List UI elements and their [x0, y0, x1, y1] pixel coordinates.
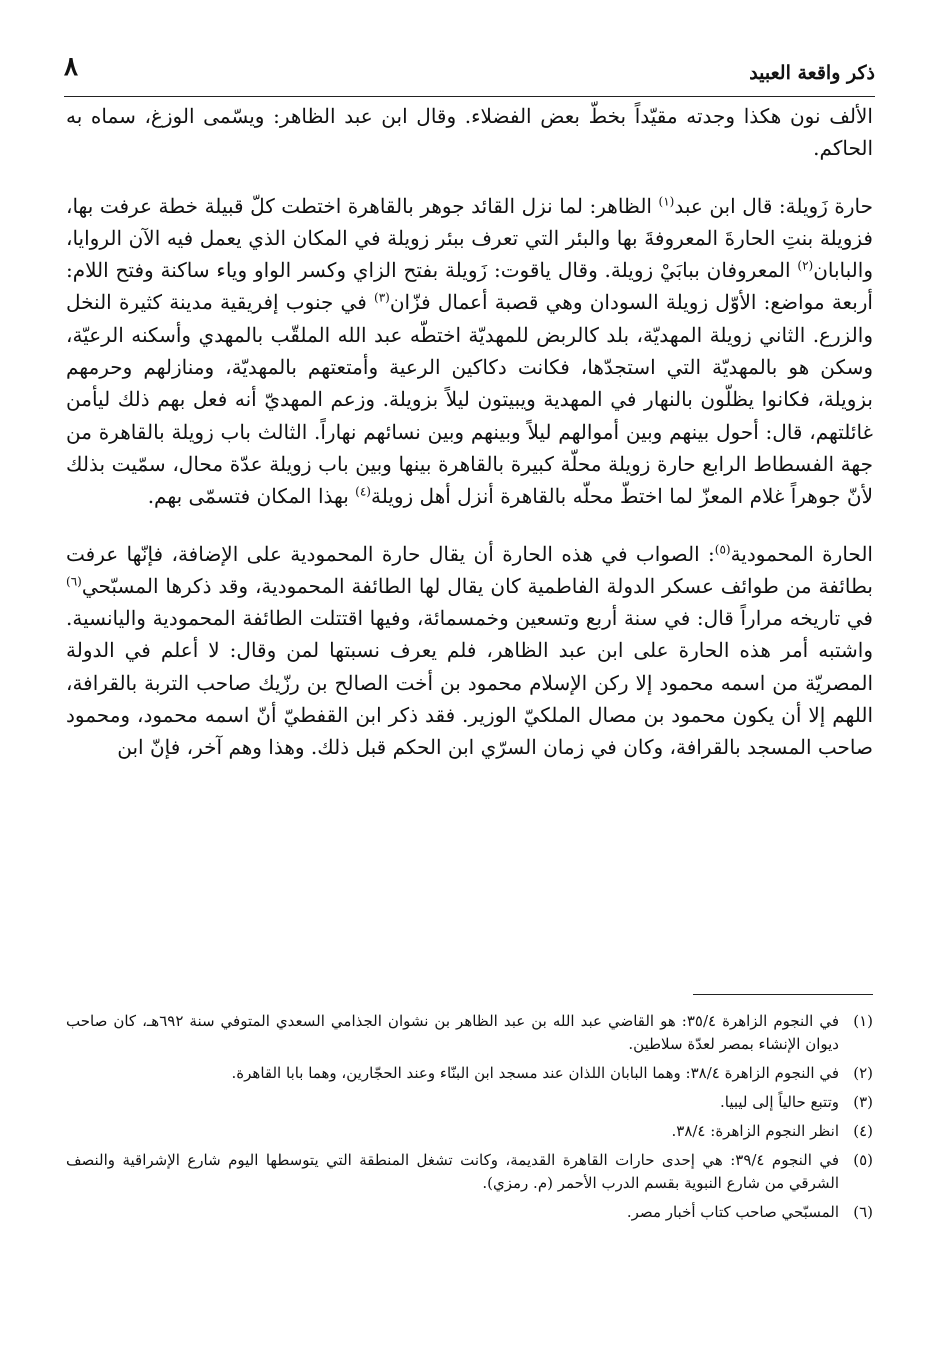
footnote-text: في النجوم الزاهرة ٣٨/٤: وهما البابان اللذان عند مسجد ابن البنّاء وعند الحجّارين، وهما بابا القاهرة. [231, 1064, 839, 1082]
page-number: ٨ [64, 52, 78, 82]
paragraph-text: الظاهر: لما نزل القائد جوهر بالقاهرة اختطت كلّ قبيلة خطة عرفت بها، فزويلة بنتِ الحارةَ المعروفةَ بها والبئر التي تعرف ببئر زويلة في المكان الذي يعمل فيه الآن الروايا، والبابان [66, 193, 873, 283]
footnotes [66, 1010, 873, 1230]
footnote-ref: (٣) [374, 290, 390, 305]
footnote-ref: (٦) [66, 574, 82, 589]
footnote-number: (٦) [853, 1203, 873, 1221]
footnote-number: (٣) [853, 1093, 873, 1111]
footnote-ref: (١) [658, 193, 675, 208]
footnote-ref: (٤) [355, 484, 371, 499]
paragraph-text: في جنوب إفريقية مدينة كثيرة النخل والزرع. الثاني زويلة المهديّة، بلد كالربض للمهديّة اختطّه عبد الله الملقّب بالمهدي وأسكنه الرعيّة، وسكن هو بالمهديّة التي استجدّها، فكانت دكاكين الرعية وأمتعتهم بالمهديّة، ومنازلهم وحرمهم بزويلة، فكانوا يظلّون بالنهار في المهدية ويبيتون ليلاً بزويلة. وزعم المهديّ أنه فعل بهم ذلك ليأمن غائلتهم، قال: أحول بينهم وبين أموالهم ليلاً وبينهم وبين نسائهم نهاراً. الثالث باب زويلة بالقاهرة من جهة الفسطاط الرابع حارة زويلة محلّة كبيرة بالقاهرة بينها وبين باب زويلة عدّة محال، سمّيت بذلك لأنّ جوهراً غلام المعزّ لما اختطّ محلّه بالقاهرة أنزل أهل زويلة [66, 290, 873, 509]
paragraph-text: حارة زَويلة: قال ابن عبد [674, 193, 873, 218]
paragraph-text: بهذا المكان فتسمّى بهم. [147, 484, 356, 509]
main-text [66, 100, 873, 764]
running-title: ذكر واقعة العبيد [749, 62, 875, 84]
footnote-text: في النجوم الزاهرة ٣٥/٤: هو القاضي عبد الله بن عبد الظاهر بن نشوان الجذامي السعدي المتوفي سنة ٦٩٢هـ، كان صاحب ديوان الإنشاء بمصر لعدّة سلاطين. [66, 1012, 840, 1053]
footnote-number: (٤) [853, 1122, 873, 1140]
footnote-divider [693, 994, 873, 995]
paragraph-text: : الصواب في هذه الحارة أن يقال حارة المحمودية على الإضافة، فإنّها عرفت بطائفة من طوائف عسكر الدولة الفاطمية كان يقال لها الطائفة المحمودية، وقد ذكرها المسبّحي [66, 541, 873, 598]
paragraph-continuation [66, 100, 873, 165]
footnote-ref: (٥) [714, 541, 731, 556]
footnote-number: (١) [853, 1012, 873, 1030]
footnote [66, 1010, 873, 1056]
footnote [66, 1120, 873, 1143]
paragraph-zuwayla [66, 190, 873, 513]
paragraph-text: المعروفان ببابَيْ زويلة. وقال ياقوت: زَويلة بفتح الزاي وكسر الواو وياء ساكنة وفتح اللام: أربعة مواضع: الأوّل زويلة السودان وهي قصبة أعمال فزّان [66, 258, 873, 315]
footnote [66, 1091, 873, 1114]
paragraph-mahmudiya [66, 538, 873, 764]
paragraph-text: الحارة المحمودية [730, 541, 873, 566]
footnote-number: (٥) [853, 1151, 873, 1169]
footnote [66, 1062, 873, 1085]
footnote-text: وتتبع حالياً إلى ليبيا. [720, 1093, 839, 1111]
footnote-text: في النجوم ٣٩/٤: هي إحدى حارات القاهرة القديمة، وكانت تشغل المنطقة التي يتوسطها اليوم شارع الإشراقية والنصف الشرقي من شارع النبوية بقسم الدرب الأحمر (م. رمزي). [66, 1151, 839, 1192]
paragraph-text: الألف نون هكذا وجدته مقيّداً بخطّ بعض الفضلاء. وقال ابن عبد الظاهر: ويسّمى الوزغ، سماه به الحاكم. [66, 104, 873, 161]
footnote-text: المسبّحي صاحب كتاب أخبار مصر. [626, 1203, 839, 1221]
footnote [66, 1201, 873, 1224]
page-header [64, 50, 875, 97]
paragraph-text: في تاريخه مراراً قال: في سنة أربع وتسعين وخمسمائة، وفيها اقتتلت الطائفة المحمودية واليانسية. واشتبه أمر هذه الحارة على ابن عبد الظاهر، فلم يعرف نسبتها لمن وقال: لا أعلم في الدولة المصريّة من اسمه محمود إلا ركن الإسلام محمود بن أخت الصالح بن رزّيك صاحب التربة بالقرافة، اللهم إلا أن يكون محمود بن مصال الملكيّ الوزير. فقد ذكر ابن القفطيّ أنّ اسمه محمود، ومحمود صاحب المسجد بالقرافة، وكان في زمان السرّي ابن الحكم قبل ذلك. وهذا وهم آخر، فإنّ ابن [66, 606, 873, 760]
footnote-text: انظر النجوم الزاهرة: ٣٨/٤. [671, 1122, 839, 1140]
footnote-number: (٢) [853, 1064, 873, 1082]
footnote [66, 1149, 873, 1195]
footnote-ref: (٢) [797, 258, 814, 273]
